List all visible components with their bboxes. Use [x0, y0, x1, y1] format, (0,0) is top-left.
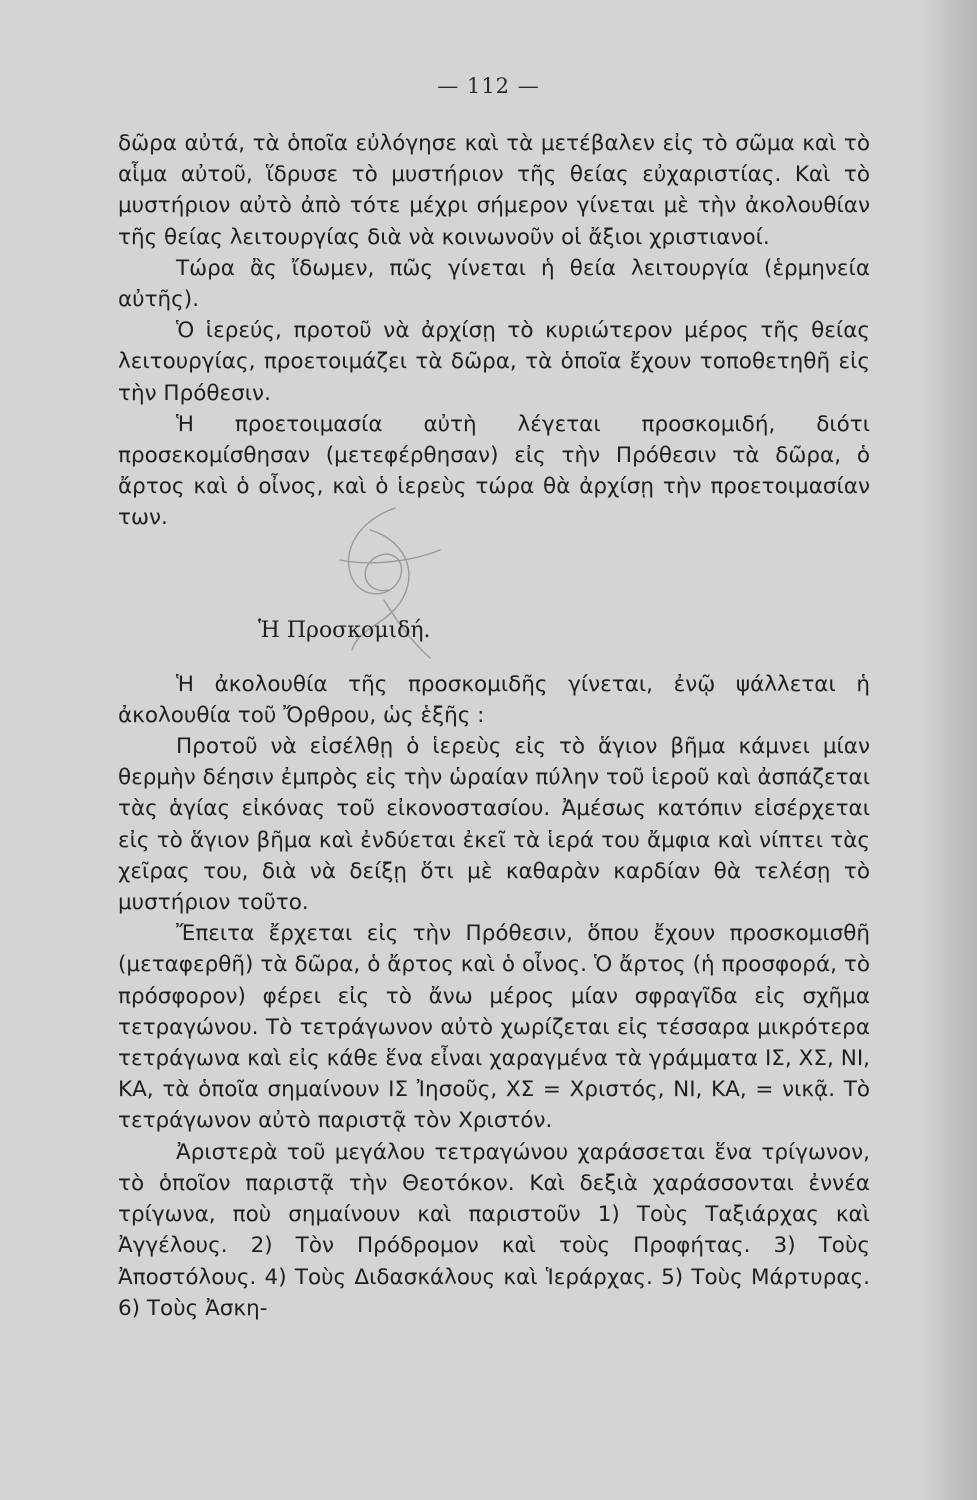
paragraph-4: Ἡ προετοιμασία αὐτὴ λέγεται προσκομιδή, διότι προσεκομίσθησαν (μετεφέρθησαν) εἰς τὴν Πρόθεσιν τὰ δῶρα, ὁ ἄρτος καὶ ὁ οἶνος, καὶ ὁ ἱερεὺς τώρα θὰ ἀρχίσῃ τὴν προετοιμασίαν των.	[118, 411, 870, 531]
page-number: — 112 —	[437, 74, 540, 98]
paragraph-5: Ἡ ἀκολουθία τῆς προσκομιδῆς γίνεται, ἐνῷ ψάλλεται ἡ ἀκολουθία τοῦ Ὄρθρου, ὡς ἑξῆς :	[118, 671, 870, 728]
paragraph-2: Τώρα ἂς ἴδωμεν, πῶς γίνεται ἡ θεία λειτουργία (ἑρμηνεία αὐτῆς).	[118, 255, 870, 313]
paragraph-8: Ἀριστερὰ τοῦ μεγάλου τετραγώνου χαράσσεται ἕνα τρίγωνον, τὸ ὁποῖον παριστᾷ τὴν Θεοτόκον. Καὶ δεξιὰ χαράσσονται ἐννέα τρίγωνα, ποὺ σημαίνουν καὶ παριστοῦν 1) Τοὺς Ταξιάρχας καὶ Ἀγγέλους. 2) Τὸν Πρόδρομον καὶ τοὺς Προφήτας. 3) Τοὺς Ἀποστόλους. 4) Τοὺς Διδασκάλους καὶ Ἱεράρχας. 5) Τοὺς Μάρτυρας. 6) Τοὺς Ἀσκη-	[118, 1139, 870, 1321]
paragraph-1: δῶρα αὐτά, τὰ ὁποῖα εὐλόγησε καὶ τὰ μετέβαλεν εἰς τὸ σῶμα καὶ τὸ αἷμα αὐτοῦ, ἵδρυσε τὸ μυστήριον τῆς θείας εὐχαριστίας. Καὶ τὸ μυστήριον αὐτὸ ἀπὸ τότε μέχρι σήμερον γίνεται μὲ τὴν ἀκολουθίαν τῆς θείας λειτουργίας διὰ νὰ κοινωνοῦν οἱ ἄξιοι χριστιανοί.	[118, 131, 870, 250]
paragraph-6: Προτοῦ νὰ εἰσέλθῃ ὁ ἱερεὺς εἰς τὸ ἅγιον βῆμα κάμνει μίαν θερμὴν δέησιν ἐμπρὸς εἰς τὴν ὡραίαν πύλην τοῦ ἱεροῦ καὶ ἀσπάζεται τὰς ἁγίας εἰκόνας τοῦ εἰκονοστασίου. Ἀμέσως κατόπιν εἰσέρχεται εἰς τὸ ἅγιον βῆμα καὶ ἐνδύεται ἐκεῖ τὰ ἱερά του ἄμφια καὶ νίπτει τὰς χεῖρας του, διὰ νὰ δείξῃ ὅτι μὲ καθαρὰν καρδίαν θὰ τελέσῃ τὸ μυστήριον τοῦτο.	[118, 734, 870, 916]
body-text	[118, 128, 870, 1324]
section-heading: Ἡ Προσκομιδή.	[258, 617, 431, 643]
paragraph-7: Ἔπειτα ἔρχεται εἰς τὴν Πρόθεσιν, ὅπου ἔχουν προσκομισθῆ (μεταφερθῆ) τὰ δῶρα, ὁ ἄρτος καὶ ὁ οἶνος. Ὁ ἄρτος (ἡ προσφορά, τὸ πρόσφορον) φέρει εἰς τὸ ἄνω μέρος μίαν σφραγῖδα εἰς σχῆμα τετραγώνου. Τὸ τετράγωνον αὐτὸ χωρίζεται εἰς τέσσαρα μικρότερα τετράγωνα καὶ εἰς κάθε ἕνα εἶναι χαραγμένα τὰ γράμματα ΙΣ, ΧΣ, ΝΙ, ΚΑ, τὰ ὁποῖα σημαίνουν ΙΣ Ἰησοῦς, ΧΣ = Χριστός, ΝΙ, ΚΑ, = νικᾷ. Τὸ τετράγωνον αὐτὸ παριστᾷ τὸν Χριστόν.	[118, 921, 870, 1134]
paragraph-3: Ὁ ἱερεύς, προτοῦ νὰ ἀρχίσῃ τὸ κυριώτερον μέρος τῆς θείας λειτουργίας, προετοιμάζει τὰ δῶρα, τὰ ὁποῖα ἔχουν τοποθετηθῆ εἰς τὴν Πρόθεσιν.	[118, 318, 870, 406]
